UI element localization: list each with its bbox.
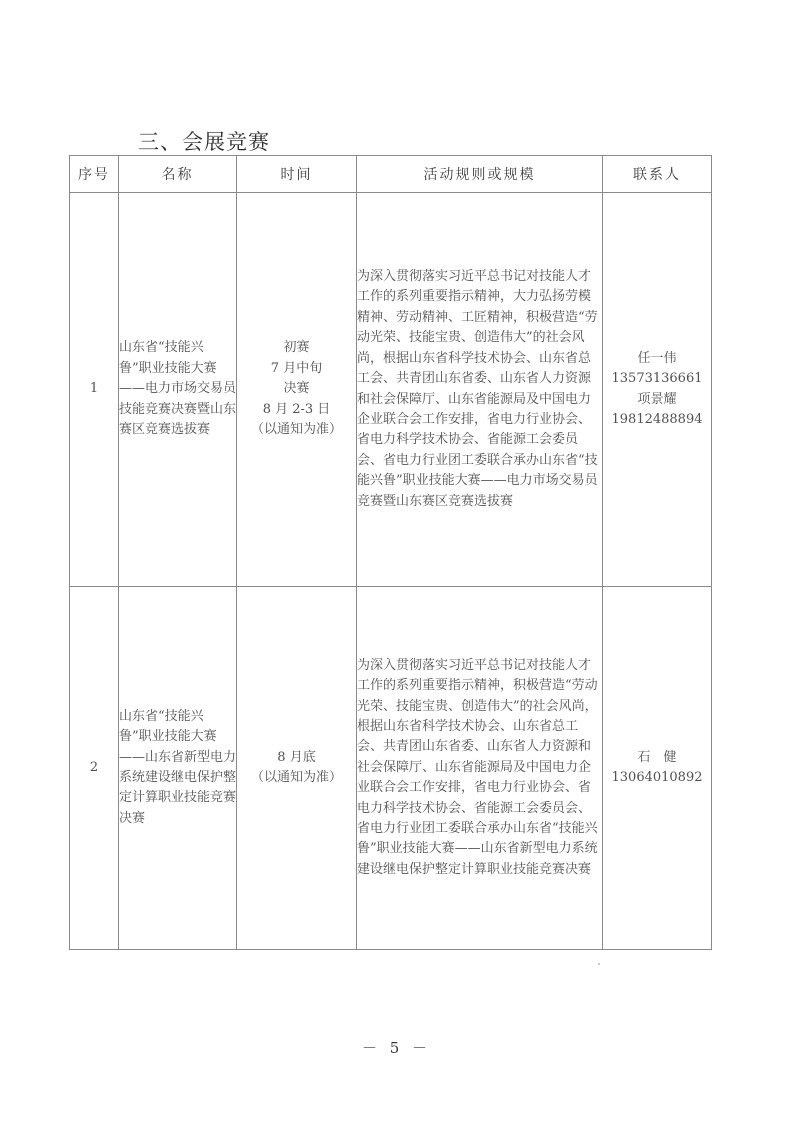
contact-phone: 13064010892 [611, 770, 703, 785]
event-contacts [603, 587, 712, 950]
table-row [70, 193, 712, 587]
page-number: － 5 － [361, 1039, 432, 1057]
time-line: 初赛 [283, 340, 310, 356]
row-number: 2 [70, 587, 119, 950]
time-line: 决赛 [283, 381, 310, 397]
contact-phone: 13573136661 [611, 371, 703, 387]
contact-name: 石 健 [637, 749, 677, 765]
scan-speck [598, 963, 600, 965]
event-activity: 为深入贯彻落实习近平总书记对技能人才工作的系列重要指示精神，积极营造“劳动光荣、技能宝贵、创造伟大”的社会风尚，根据山东省科学技术协会、山东省总工会、共青团山东省委、山东省人力资源和社会保障厅、山东省能源局及中国电力企业联合会工作安排，省电力行业协会、省电力科学技术协会、省能源工会委员会、省电力行业团工委联合承办山东省“技能兴鲁”职业技能大赛——山东省新型电力系统建设继电保护整定计算职业技能竞赛决赛 [357, 587, 603, 950]
event-time [237, 587, 357, 950]
event-time [237, 193, 357, 587]
section-heading: 三、会展竞赛 [138, 130, 270, 154]
time-line: （以通知为准） [250, 770, 342, 785]
event-activity: 为深入贯彻落实习近平总书记对技能人才工作的系列重要指示精神，大力弘扬劳模精神、劳动精神、工匠精神，积极营造“劳动光荣、技能宝贵、创造伟大”的社会风尚，根据山东省科学技术协会、山东省总工会、共青团山东省委、山东省人力资源和社会保障厅、山东省能源局及中国电力企业联合会工作安排，省电力行业协会、省电力科学技术协会、省能源工会委员会、省电力行业团工委联合承办山东省“技能兴鲁”职业技能大赛——电力市场交易员竞赛暨山东赛区竞赛选拔赛 [357, 193, 603, 587]
time-line: 8 月 2-3 日 [262, 401, 331, 417]
contact-name: 项景耀 [637, 391, 677, 407]
events-table [69, 155, 712, 950]
event-name: 山东省“技能兴鲁”职业技能大赛——电力市场交易员技能竞赛决赛暨山东赛区竞赛选拔赛 [119, 193, 237, 587]
table-header-row [70, 156, 712, 193]
row-number: 1 [70, 193, 119, 587]
header-time: 时间 [237, 156, 357, 193]
time-line: 8 月底 [277, 749, 316, 765]
time-line: 7 月中旬 [270, 360, 323, 376]
table-row [70, 587, 712, 950]
event-contacts [603, 193, 712, 587]
header-activity: 活动规则或规模 [357, 156, 603, 193]
header-contact: 联系人 [603, 156, 712, 193]
time-line: （以通知为准） [250, 422, 342, 438]
header-name: 名称 [119, 156, 237, 193]
contact-phone: 19812488894 [611, 411, 703, 427]
header-number: 序号 [70, 156, 119, 193]
contact-name: 任一伟 [637, 350, 677, 366]
event-name: 山东省“技能兴鲁”职业技能大赛——山东省新型电力系统建设继电保护整定计算职业技能竞赛决赛 [119, 587, 237, 950]
